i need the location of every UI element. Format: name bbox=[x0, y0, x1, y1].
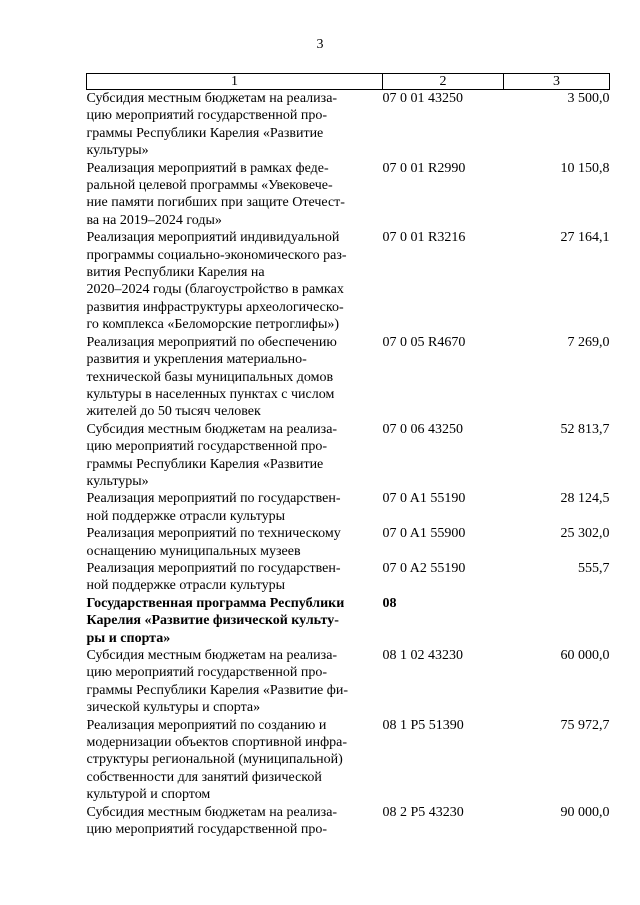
table-row bbox=[87, 160, 610, 230]
row-description bbox=[87, 334, 383, 421]
description-line: граммы Республики Карелия «Развитие фи- bbox=[86, 682, 348, 698]
row-amount: 52 813,7 bbox=[560, 421, 610, 437]
row-code: 08 1 P5 51390 bbox=[382, 717, 464, 733]
row-description bbox=[87, 560, 383, 595]
row-description bbox=[87, 717, 383, 804]
row-code: 08 2 P5 43230 bbox=[382, 804, 464, 820]
description-line: Реализация мероприятий по государствен- bbox=[86, 491, 341, 507]
description-line: цию мероприятий государственной про- bbox=[86, 822, 327, 838]
column-header-3: 3 bbox=[504, 74, 610, 90]
table-row bbox=[87, 595, 610, 647]
description-line: развития инфраструктуры археологическо- bbox=[86, 299, 344, 315]
description-line: собственности для занятий физической bbox=[86, 769, 322, 785]
table-row bbox=[87, 804, 610, 839]
row-amount: 7 269,0 bbox=[567, 334, 610, 350]
row-description bbox=[87, 647, 383, 717]
description-line: оснащению муниципальных музеев bbox=[86, 543, 301, 559]
page-number: 3 bbox=[316, 37, 324, 52]
row-amount: 60 000,0 bbox=[560, 648, 610, 663]
row-description bbox=[87, 90, 383, 160]
description-line: Реализация мероприятий в рамках феде- bbox=[86, 160, 329, 176]
row-amount bbox=[504, 595, 610, 647]
row-code: 07 0 A2 55190 bbox=[382, 560, 466, 576]
description-line: культуры» bbox=[86, 473, 149, 489]
row-code: 08 bbox=[382, 595, 397, 611]
table-row bbox=[87, 717, 610, 804]
description-line: ние памяти погибших при защите Отечест- bbox=[86, 195, 345, 211]
row-code: 07 0 01 R2990 bbox=[382, 160, 466, 176]
description-line: цию мероприятий государственной про- bbox=[86, 665, 327, 681]
description-line: Карелия «Развитие физической культу- bbox=[86, 613, 339, 629]
description-line: технической базы муниципальных домов bbox=[86, 369, 334, 385]
description-line: цию мероприятий государственной про- bbox=[86, 439, 327, 455]
row-amount: 10 150,8 bbox=[560, 160, 610, 176]
row-description bbox=[87, 160, 383, 230]
table-row bbox=[87, 90, 610, 160]
description-line: Субсидия местным бюджетам на реализа- bbox=[86, 421, 338, 437]
description-line: вития Республики Карелия на bbox=[86, 265, 265, 281]
description-line: зической культуры и спорта» bbox=[86, 700, 261, 716]
row-amount: 3 500,0 bbox=[567, 91, 610, 106]
row-amount: 555,7 bbox=[578, 560, 610, 576]
row-amount: 27 164,1 bbox=[560, 230, 610, 246]
row-code: 07 0 01 R3216 bbox=[382, 230, 466, 246]
row-description bbox=[87, 525, 383, 560]
description-line: ры и спорта» bbox=[86, 630, 171, 646]
description-line: культуры» bbox=[86, 143, 149, 159]
row-code: 07 0 A1 55190 bbox=[382, 491, 466, 507]
row-code: 07 0 06 43250 bbox=[382, 421, 463, 437]
description-line: Субсидия местным бюджетам на реализа- bbox=[86, 91, 338, 106]
description-line: программы социально-экономического раз- bbox=[86, 247, 347, 263]
description-line: жителей до 50 тысяч человек bbox=[86, 404, 261, 420]
row-code: 08 1 02 43230 bbox=[382, 648, 463, 663]
description-line: Реализация мероприятий по государствен- bbox=[86, 560, 341, 576]
row-amount: 90 000,0 bbox=[560, 804, 610, 820]
row-amount: 25 302,0 bbox=[560, 526, 610, 542]
description-line: граммы Республики Карелия «Развитие bbox=[86, 125, 324, 141]
description-line: модернизации объектов спортивной инфра- bbox=[86, 735, 348, 751]
column-header-1: 1 bbox=[87, 74, 383, 90]
description-line: развития и укрепления материально- bbox=[86, 352, 307, 368]
description-line: культуры в населенных пунктах с числом bbox=[86, 386, 335, 402]
description-line: граммы Республики Карелия «Развитие bbox=[86, 456, 324, 472]
description-line: ной поддержке отрасли культуры bbox=[86, 508, 286, 524]
description-line: ной поддержке отрасли культуры bbox=[86, 578, 286, 594]
row-description bbox=[87, 421, 383, 491]
description-line: ва на 2019–2024 годы» bbox=[86, 212, 222, 228]
table-row bbox=[87, 421, 610, 491]
row-amount: 28 124,5 bbox=[560, 491, 610, 507]
row-description bbox=[87, 804, 383, 839]
description-line: го комплекса «Беломорские петроглифы») bbox=[86, 317, 340, 333]
description-line: 2020–2024 годы (благоустройство в рамках bbox=[86, 282, 344, 298]
description-line: ральной целевой программы «Увековече- bbox=[86, 178, 333, 194]
table-row bbox=[87, 525, 610, 560]
description-line: структуры региональной (муниципальной) bbox=[86, 752, 343, 768]
budget-table bbox=[86, 73, 610, 838]
description-line: цию мероприятий государственной про- bbox=[86, 108, 327, 124]
table-row bbox=[87, 229, 610, 333]
row-description bbox=[87, 490, 383, 525]
table-row bbox=[87, 490, 610, 525]
description-line: Государственная программа Республики bbox=[86, 595, 345, 611]
row-amount: 75 972,7 bbox=[560, 717, 610, 733]
table-row bbox=[87, 560, 610, 595]
column-header-2: 2 bbox=[383, 74, 504, 90]
description-line: Реализация мероприятий по созданию и bbox=[86, 717, 327, 733]
row-code: 07 0 05 R4670 bbox=[382, 334, 466, 350]
table-row bbox=[87, 647, 610, 717]
description-line: Реализация мероприятий индивидуальной bbox=[86, 230, 340, 246]
table-header-row bbox=[87, 74, 610, 90]
description-line: Субсидия местным бюджетам на реализа- bbox=[86, 804, 338, 820]
row-code: 07 0 01 43250 bbox=[382, 91, 463, 106]
description-line: Субсидия местным бюджетам на реализа- bbox=[86, 648, 338, 663]
row-description bbox=[87, 229, 383, 333]
row-code: 07 0 A1 55900 bbox=[382, 526, 466, 542]
description-line: Реализация мероприятий по техническому bbox=[86, 526, 341, 542]
row-description bbox=[87, 595, 383, 647]
description-line: культурой и спортом bbox=[86, 787, 211, 803]
description-line: Реализация мероприятий по обеспечению bbox=[86, 334, 337, 350]
table-row bbox=[87, 334, 610, 421]
